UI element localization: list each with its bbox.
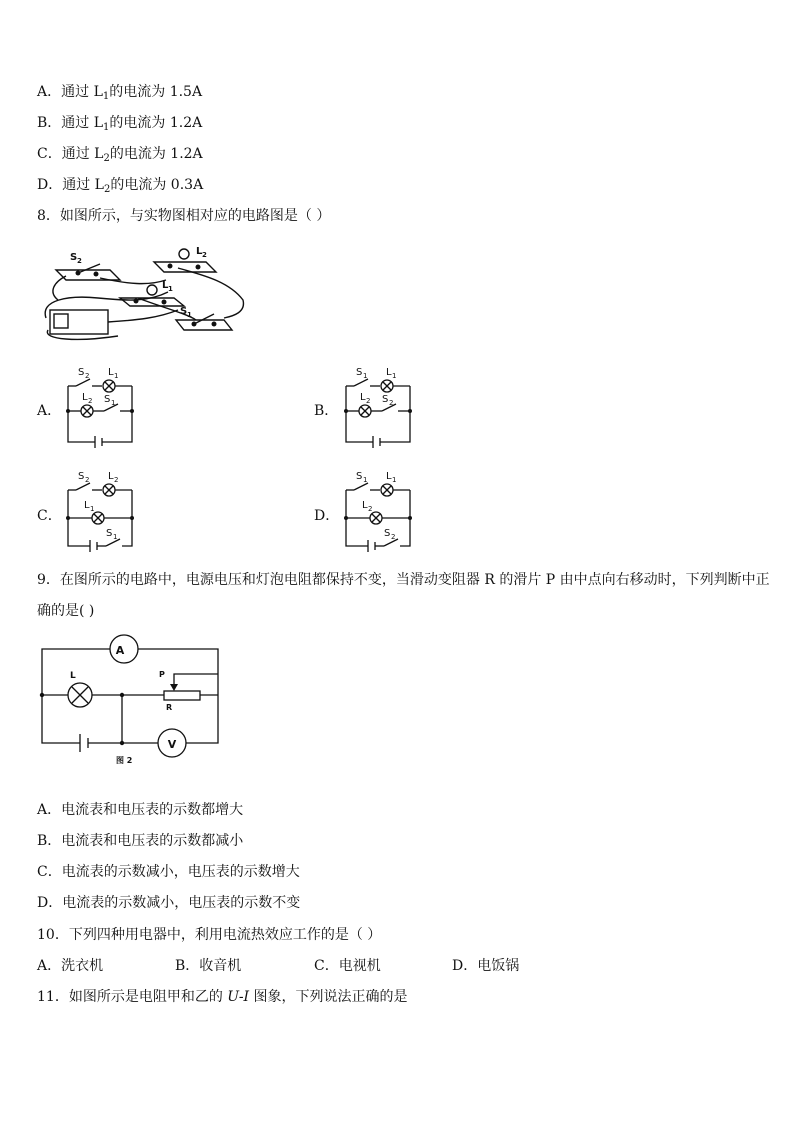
b-l2-sub: 2 [366, 397, 371, 405]
q10-option-d: D．电饭锅 [452, 958, 520, 974]
b-s2-label: S [382, 394, 389, 405]
a-s2-label: S [78, 367, 85, 378]
q8-stem: 8．如图所示，与实物图相对应的电路图是（ ） [37, 208, 331, 224]
d-s2-sub: 2 [391, 533, 396, 541]
q8-option-b-label: B． [314, 403, 339, 419]
q9-stem-line2: 确的是( ) [37, 603, 95, 619]
q8-option-c-label: C． [37, 508, 62, 524]
c-s1-label: S [106, 528, 113, 539]
phys-l2-sub: 2 [202, 251, 207, 259]
q8-option-a-label: A． [37, 403, 62, 419]
phys-l2-label: L [196, 246, 203, 257]
q8-option-d-label: D． [314, 508, 340, 524]
phys-l1-sub: 1 [168, 285, 173, 293]
q8-circuit-b [340, 364, 416, 448]
q9-option-c: C．电流表的示数减小，电压表的示数增大 [37, 864, 300, 880]
q11-stem: 11．如图所示是电阻甲和乙的 U-I 图象，下列说法正确的是 [37, 989, 408, 1005]
q7-option-a: A．通过 $L_1$的电流为 1.5A [37, 84, 203, 102]
q10-stem: 10．下列四种用电器中，利用电流热效应工作的是（ ） [37, 927, 382, 943]
b-s1-sub: 1 [363, 372, 368, 380]
q7-option-c: C．通过 $L_2$的电流为 1.2A [37, 146, 203, 164]
b-s2-sub: 2 [389, 399, 394, 407]
d-s1-label: S [356, 471, 363, 482]
b-l1-label: L [386, 367, 392, 378]
phys-s1-sub: 1 [187, 311, 192, 319]
d-l1-label: L [386, 471, 392, 482]
phys-s1-label: S [180, 306, 188, 317]
a-l1-label: L [108, 367, 114, 378]
a-s1-sub: 1 [111, 399, 116, 407]
lamp-label: L [70, 671, 76, 681]
c-l2-sub: 2 [114, 476, 119, 484]
q9-option-b: B．电流表和电压表的示数都减小 [37, 833, 244, 849]
a-l2-label: L [82, 392, 88, 403]
q7-option-b: B．通过 $L_1$的电流为 1.2A [37, 115, 203, 133]
c-s2-sub: 2 [85, 476, 90, 484]
a-s1-label: S [104, 394, 111, 405]
c-l1-label: L [84, 500, 90, 511]
q8-physical-diagram [38, 240, 248, 345]
d-l2-sub: 2 [368, 505, 373, 513]
q8-circuit-c [62, 468, 138, 554]
c-l2-label: L [108, 471, 114, 482]
q9-circuit-diagram [36, 632, 226, 766]
d-s1-sub: 1 [363, 476, 368, 484]
q10-option-b: B．收音机 [175, 958, 242, 974]
slider-label: P [159, 670, 165, 679]
voltmeter-label: V [167, 738, 177, 751]
phys-l1-label: L [162, 280, 169, 291]
q9-option-d: D．电流表的示数减小，电压表的示数不变 [37, 895, 301, 911]
b-l2-label: L [360, 392, 366, 403]
a-s2-sub: 2 [85, 372, 90, 380]
figure-caption: 图 2 [116, 756, 133, 765]
d-l2-label: L [362, 500, 368, 511]
b-l1-sub: 1 [392, 372, 397, 380]
q10-option-a: A．洗衣机 [37, 958, 104, 974]
b-s1-label: S [356, 367, 363, 378]
a-l1-sub: 1 [114, 372, 119, 380]
c-s1-sub: 1 [113, 533, 118, 541]
q8-circuit-a [62, 364, 138, 448]
q9-option-a: A．电流表和电压表的示数都增大 [37, 802, 244, 818]
d-l1-sub: 1 [392, 476, 397, 484]
phys-s2-sub: 2 [77, 257, 82, 265]
c-l1-sub: 1 [90, 505, 95, 513]
resistor-label: R [166, 703, 173, 712]
q9-stem-line1: 9．在图所示的电路中，电源电压和灯泡电阻都保持不变，当滑动变阻器 R 的滑片 P 由中点向右移动时，下列判断中正 [37, 572, 770, 588]
d-s2-label: S [384, 528, 391, 539]
phys-s2-label: S [70, 252, 78, 263]
ammeter-label: A [115, 644, 125, 657]
a-l2-sub: 2 [88, 397, 93, 405]
q8-circuit-d [340, 468, 416, 554]
q7-option-d: D．通过 $L_2$的电流为 0.3A [37, 177, 204, 195]
q10-option-c: C．电视机 [314, 958, 381, 974]
c-s2-label: S [78, 471, 85, 482]
